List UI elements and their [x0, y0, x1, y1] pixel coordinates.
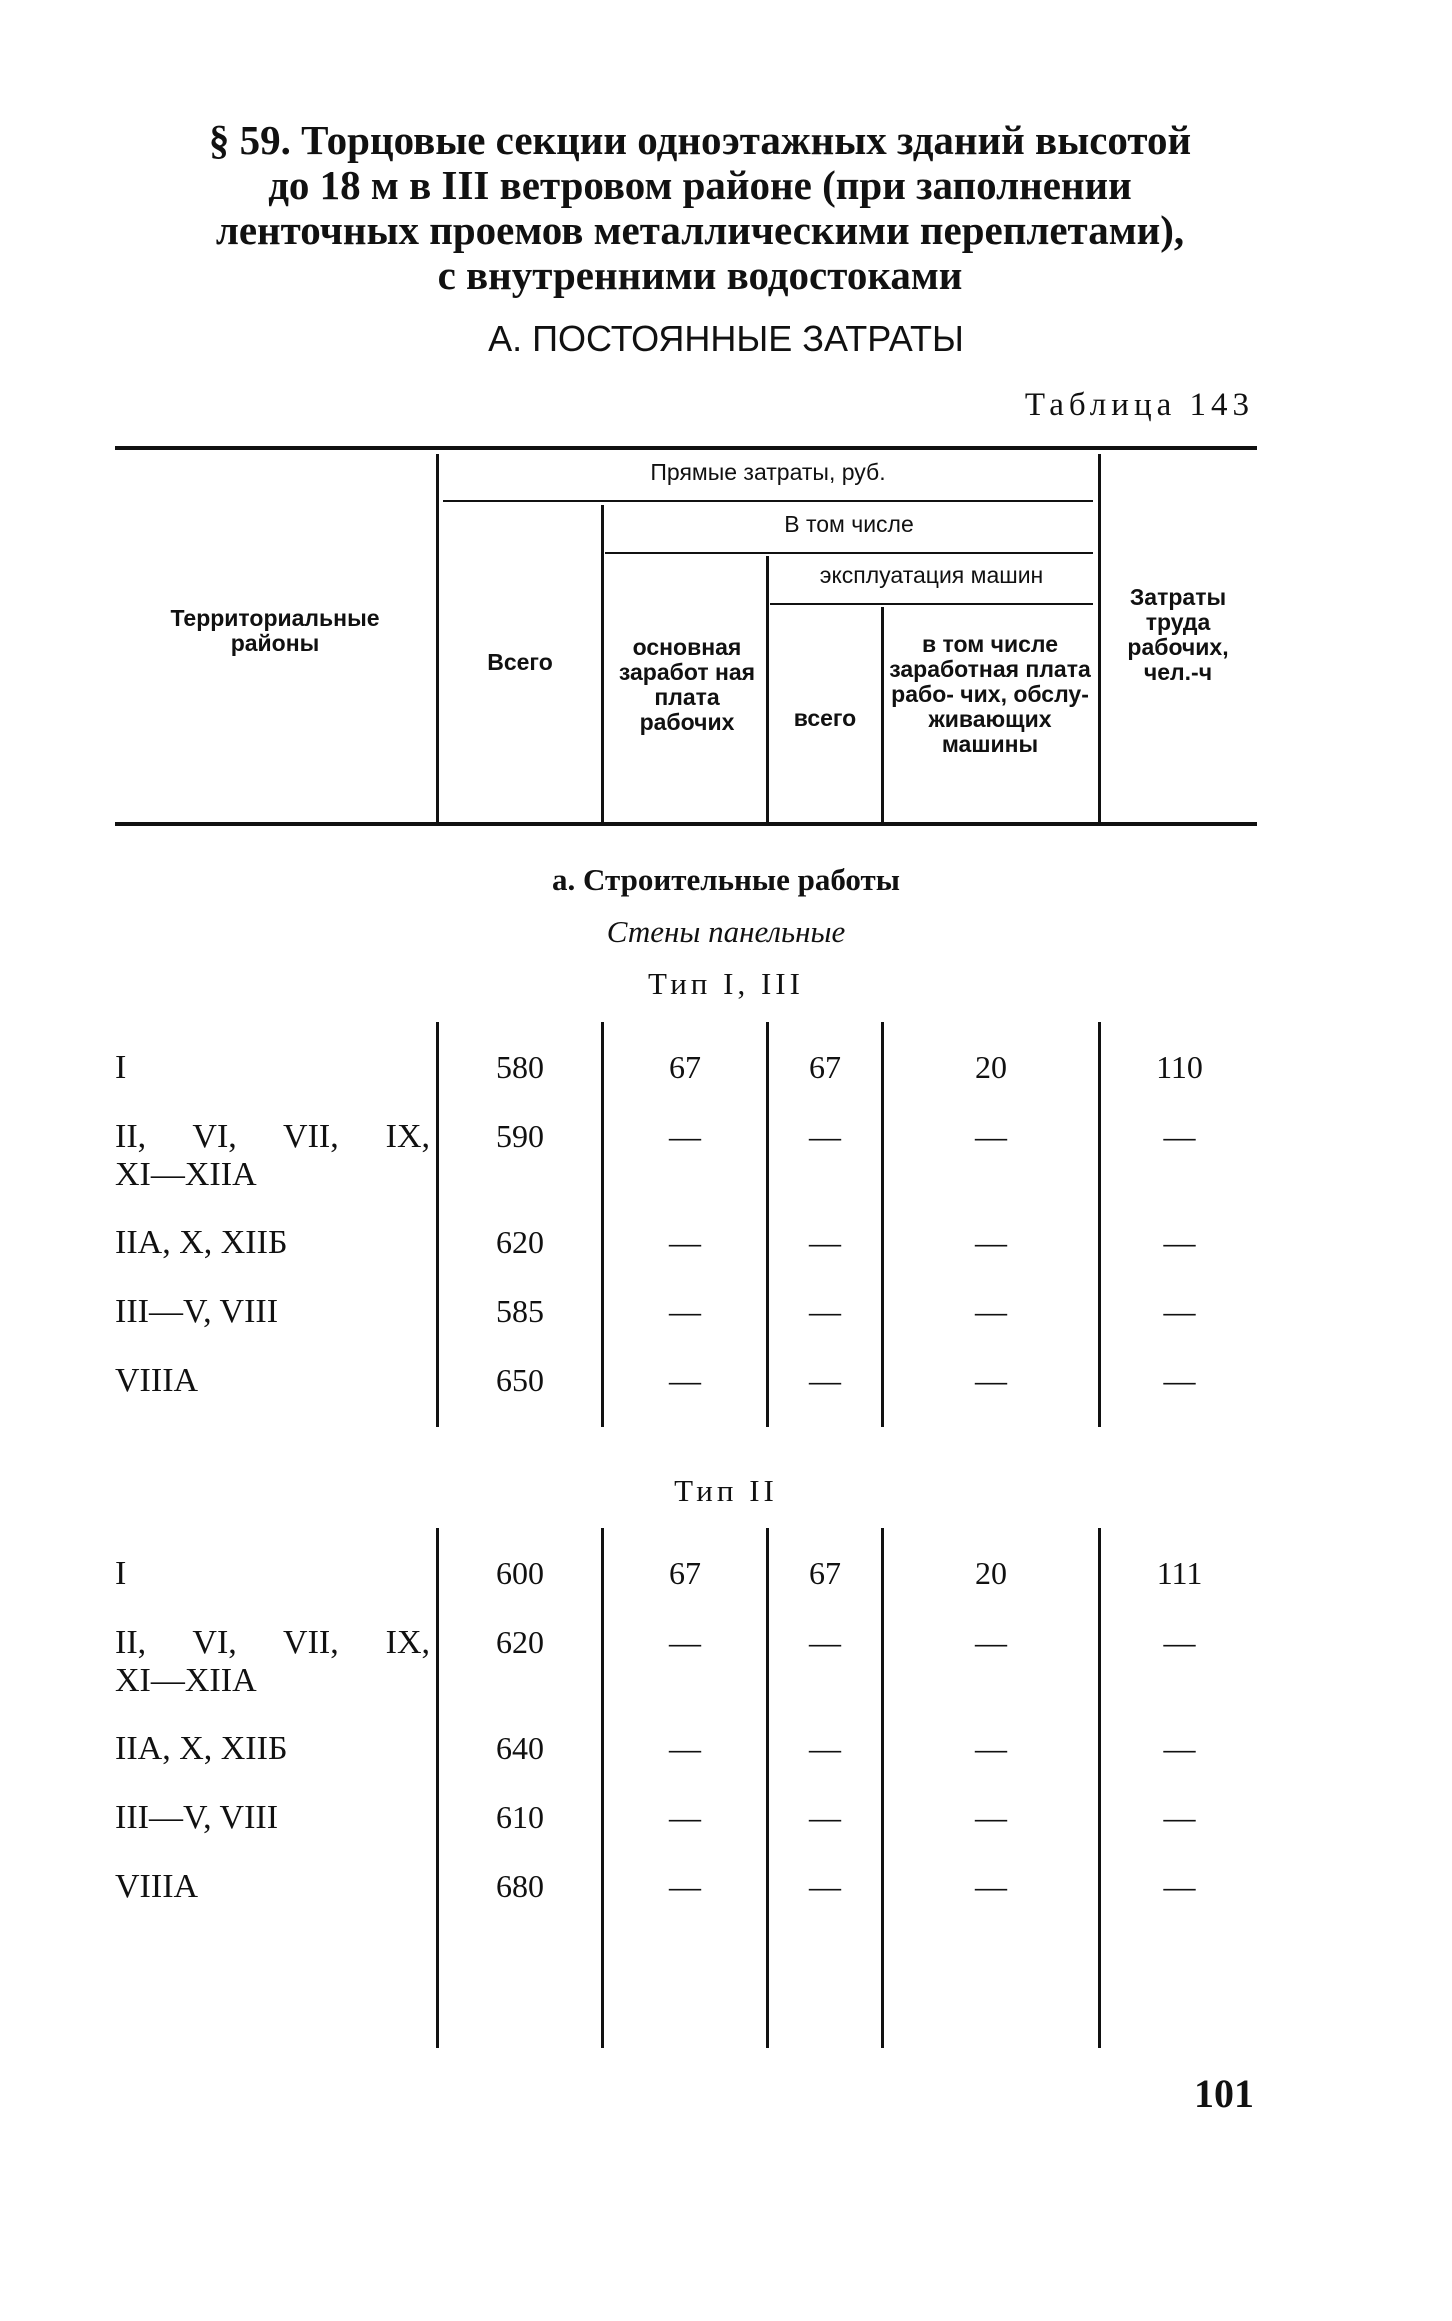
cell-wage: — — [669, 1362, 701, 1398]
column-divider — [601, 1022, 604, 1427]
cell-machine: — — [809, 1624, 841, 1660]
header-basic-wage: основная заработ ная плата рабочих — [618, 634, 756, 735]
cell-total: 640 — [496, 1730, 544, 1766]
cell-total: 680 — [496, 1868, 544, 1904]
cell-wage: — — [669, 1118, 701, 1154]
section-title: а. Строительные работы — [552, 862, 900, 897]
cell-labor: — — [1163, 1362, 1196, 1398]
column-divider — [1098, 1022, 1101, 1427]
cell-labor: 110 — [1156, 1049, 1203, 1085]
subtitle: А. ПОСТОЯННЫЕ ЗАТРАТЫ — [488, 318, 964, 359]
row-region: I — [115, 1555, 127, 1592]
cell-machine-wage: — — [975, 1624, 1007, 1660]
cell-machine-wage: 20 — [975, 1555, 1007, 1591]
cell-total: 585 — [496, 1293, 544, 1329]
cell-machine-wage: — — [975, 1730, 1007, 1766]
cell-machine: — — [809, 1293, 841, 1329]
cell-machine-wage: — — [975, 1118, 1007, 1154]
header-divider — [881, 607, 884, 822]
row-region-text — [115, 1118, 430, 1194]
column-divider — [766, 1528, 769, 2048]
cell-total: 580 — [496, 1049, 544, 1085]
table-label: Таблица 143 — [1024, 387, 1254, 423]
cell-wage: — — [669, 1730, 701, 1766]
cell-machine: — — [809, 1118, 841, 1154]
cell-machine: — — [809, 1362, 841, 1398]
cell-total: 620 — [496, 1624, 544, 1660]
header-total: Всего — [487, 649, 553, 675]
cell-labor: 111 — [1156, 1555, 1203, 1591]
cell-total: 620 — [496, 1224, 544, 1260]
cell-labor: — — [1163, 1730, 1196, 1766]
row-region: IIA, X, XIIБ — [115, 1730, 288, 1767]
column-divider — [436, 1528, 439, 2048]
cell-wage: — — [669, 1799, 701, 1835]
column-divider — [881, 1022, 884, 1427]
column-divider — [601, 1528, 604, 2048]
cell-labor: — — [1163, 1868, 1196, 1904]
header-divider — [436, 454, 439, 822]
cell-wage: 67 — [669, 1555, 701, 1591]
type-label: Тип I, III — [648, 966, 804, 1001]
header-direct-costs: Прямые затраты, руб. — [650, 459, 886, 485]
cell-labor: — — [1163, 1293, 1196, 1329]
cell-machine: — — [809, 1868, 841, 1904]
cell-wage: — — [669, 1293, 701, 1329]
row-region: III—V, VIII — [115, 1799, 279, 1836]
cell-total: 650 — [496, 1362, 544, 1398]
row-region: I — [115, 1049, 127, 1086]
heading-line: § 59. Торцовые секции одноэтажных зданий высотой — [208, 117, 1192, 163]
cell-labor: — — [1163, 1118, 1196, 1154]
row-region-line: II, VI, VII, IX, — [115, 1624, 430, 1661]
page-number: 101 — [1194, 2071, 1254, 2116]
column-divider — [766, 1022, 769, 1427]
cell-total: 600 — [496, 1555, 544, 1591]
section-heading — [100, 118, 1300, 298]
row-region — [115, 1118, 430, 1194]
cell-wage: — — [669, 1868, 701, 1904]
cell-labor: — — [1163, 1224, 1196, 1260]
header-divider — [766, 556, 769, 822]
heading-line: до 18 м в III ветровом районе (при заполнении — [268, 162, 1132, 208]
header-including: В том числе — [784, 511, 914, 537]
cell-wage: 67 — [669, 1049, 701, 1085]
column-divider — [881, 1528, 884, 2048]
cell-machine: — — [809, 1730, 841, 1766]
header-machine-total: всего — [793, 705, 857, 731]
row-region: IIA, X, XIIБ — [115, 1224, 288, 1261]
cell-machine: 67 — [809, 1049, 841, 1085]
header-divider — [1098, 454, 1101, 822]
cell-labor: — — [1163, 1624, 1196, 1660]
cell-machine: — — [809, 1224, 841, 1260]
heading-line: с внутренними водостоками — [437, 252, 963, 298]
header-rule-direct — [443, 500, 1093, 502]
row-region: VIIIA — [115, 1362, 199, 1399]
row-region: III—V, VIII — [115, 1293, 279, 1330]
cell-machine-wage: — — [975, 1293, 1007, 1329]
cell-labor: — — [1163, 1799, 1196, 1835]
cell-total: 610 — [496, 1799, 544, 1835]
header-rule-machines — [770, 603, 1093, 605]
row-region: VIIIA — [115, 1868, 199, 1905]
cell-machine: 67 — [809, 1555, 841, 1591]
header-rule-including — [605, 552, 1093, 554]
cell-machine-wage: — — [975, 1224, 1007, 1260]
row-region-text — [115, 1624, 430, 1700]
cell-machine-wage: — — [975, 1799, 1007, 1835]
header-territorial: Территориальные районы — [170, 605, 380, 656]
header-machine-ops: эксплуатация машин — [819, 562, 1044, 588]
cell-wage: — — [669, 1224, 701, 1260]
row-region-line: XI—XIIA — [115, 1662, 257, 1699]
cell-total: 590 — [496, 1118, 544, 1154]
header-labor: Затраты труда рабочих, чел.-ч — [1127, 584, 1229, 685]
cell-machine: — — [809, 1799, 841, 1835]
type-label: Тип II — [674, 1473, 778, 1508]
heading-line: ленточных проемов металлическими переплетами), — [215, 207, 1185, 253]
cell-machine-wage: — — [975, 1362, 1007, 1398]
row-region-line: II, VI, VII, IX, — [115, 1118, 430, 1155]
column-divider — [436, 1022, 439, 1427]
row-region-line: XI—XIIA — [115, 1156, 257, 1193]
header-machine-wage: в том числе заработная плата рабо- чих, обслу- живающих машины — [889, 631, 1091, 757]
row-region — [115, 1624, 430, 1700]
section-subtitle: Стены панельные — [606, 914, 846, 949]
cell-wage: — — [669, 1624, 701, 1660]
cell-machine-wage: 20 — [975, 1049, 1007, 1085]
column-divider — [1098, 1528, 1101, 2048]
cell-machine-wage: — — [975, 1868, 1007, 1904]
header-divider — [601, 505, 604, 822]
header-bottom-rule — [115, 822, 1257, 826]
table-top-rule — [115, 446, 1257, 450]
